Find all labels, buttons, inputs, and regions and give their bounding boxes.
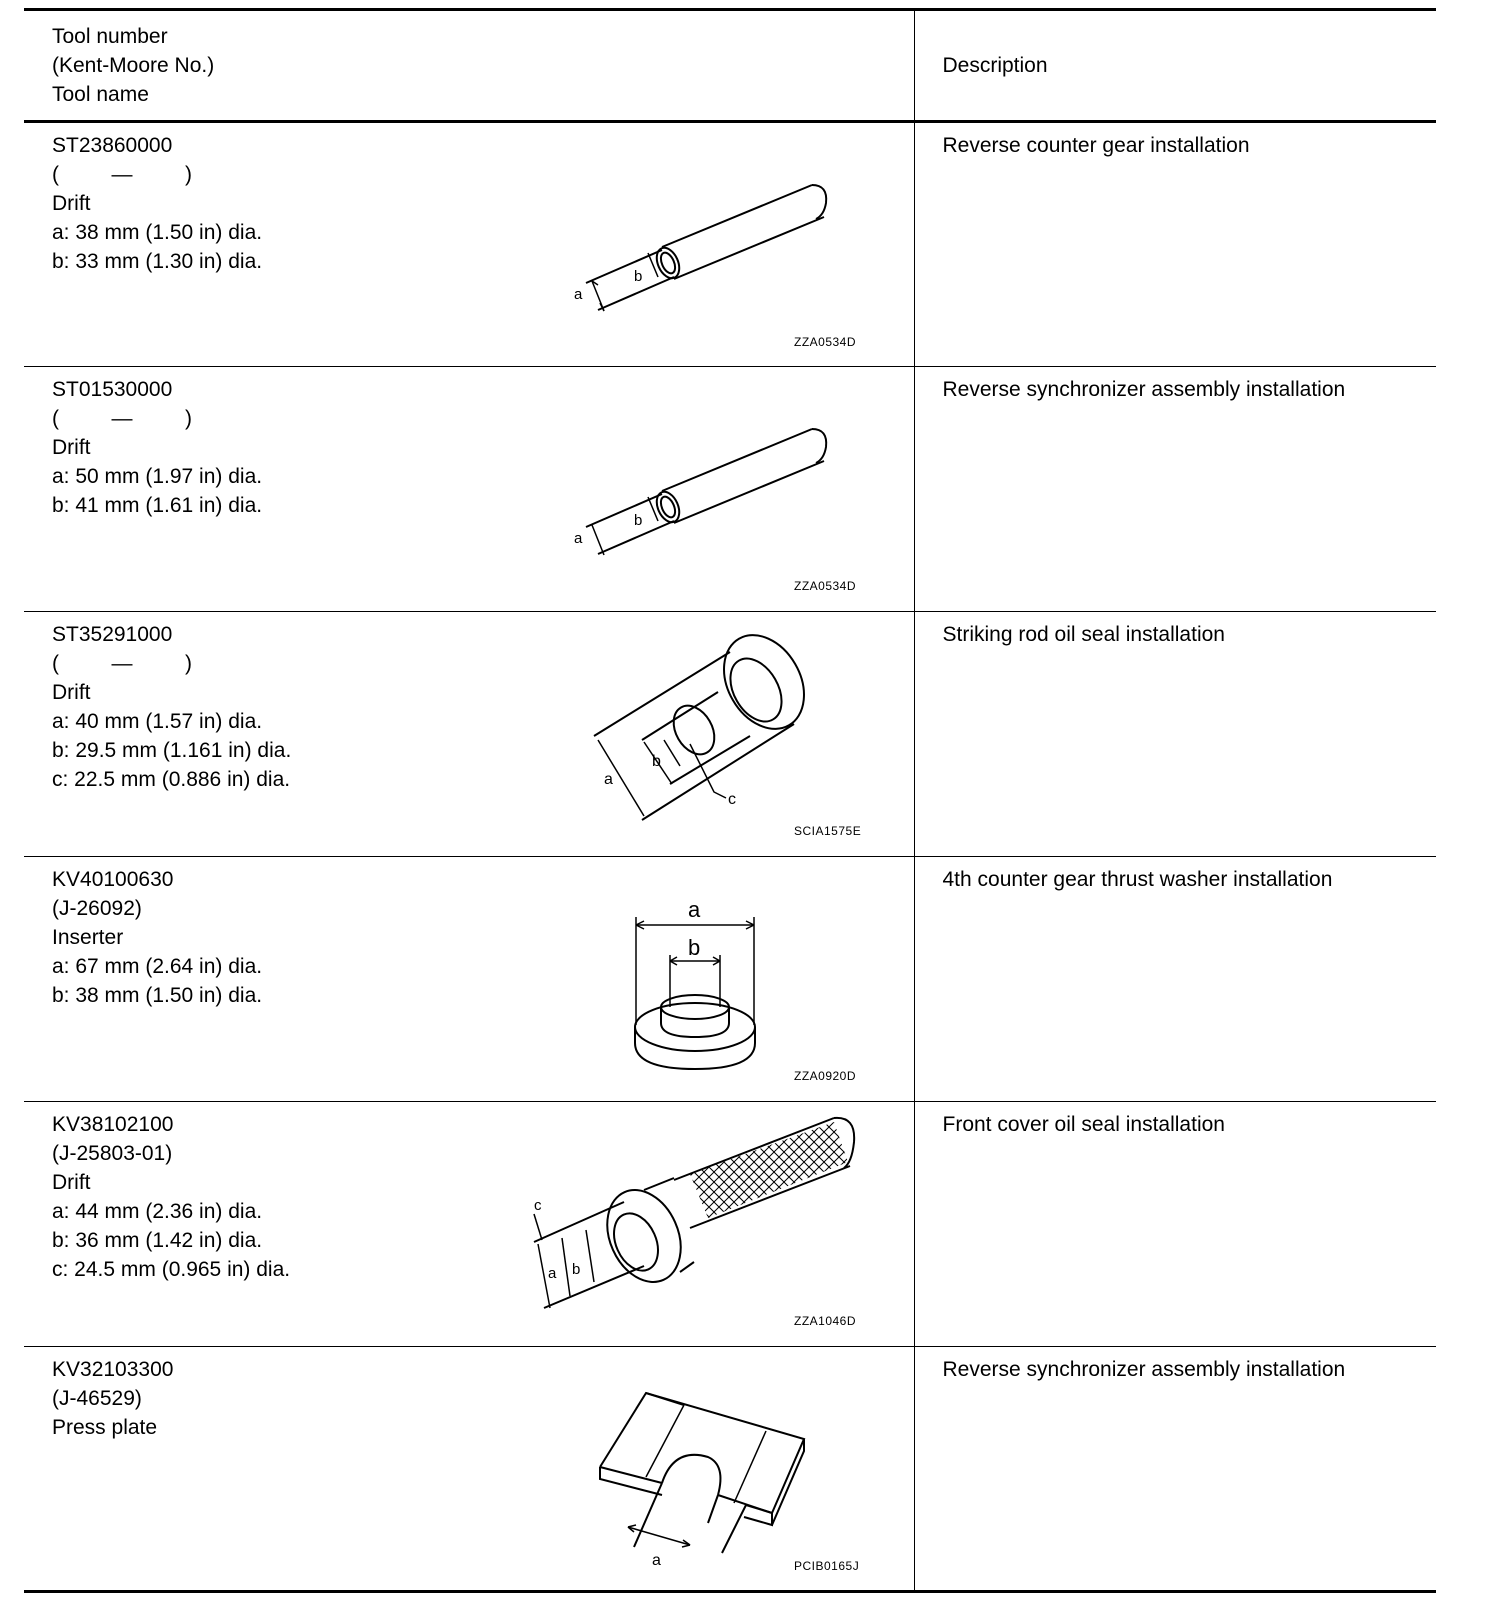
knurled-drift-icon	[494, 1102, 894, 1342]
table-row	[24, 1102, 1436, 1347]
tool-name: Press plate	[52, 1416, 158, 1439]
table-row	[24, 367, 1436, 612]
dimension-a: a: 44 mm (2.36 in) dia.	[52, 1200, 263, 1223]
tool-number: KV32103300	[52, 1358, 174, 1381]
figure-code: ZZA0534D	[794, 335, 857, 349]
tool-description: 4th counter gear thrust washer installation	[914, 857, 1436, 1102]
header-kent-moore: (Kent-Moore No.)	[52, 54, 215, 77]
header-tool-column	[24, 10, 914, 122]
dimension-b: b: 33 mm (1.30 in) dia.	[52, 250, 263, 273]
table-row	[24, 612, 1436, 857]
table-row	[24, 1347, 1436, 1592]
dimension-b: b: 38 mm (1.50 in) dia.	[52, 984, 263, 1007]
tool-description: Reverse synchronizer assembly installation	[914, 1347, 1436, 1592]
tool-description: Reverse synchronizer assembly installation	[914, 367, 1436, 612]
figure-label-c: c	[728, 791, 736, 808]
inserter-ring-icon	[494, 857, 894, 1097]
header-description: Description	[914, 10, 1436, 122]
kent-moore-number: (J-46529)	[52, 1387, 142, 1410]
table-row	[24, 122, 1436, 367]
tool-number: ST35291000	[52, 623, 173, 646]
figure-label-a: a	[604, 771, 613, 788]
header-tool-name: Tool name	[52, 83, 149, 106]
table-row	[24, 857, 1436, 1102]
figure-label-a: a	[652, 1552, 661, 1569]
dimension-b: b: 36 mm (1.42 in) dia.	[52, 1229, 263, 1252]
dimension-b: b: 41 mm (1.61 in) dia.	[52, 494, 263, 517]
tool-number: ST01530000	[52, 378, 173, 401]
figure-code: ZZA1046D	[794, 1314, 857, 1328]
figure-label-a: a	[574, 286, 583, 303]
tool-name: Drift	[52, 436, 91, 459]
figure-label-b: b	[634, 268, 643, 285]
figure-label-b: b	[634, 512, 643, 529]
press-plate-icon	[494, 1347, 894, 1587]
special-service-tools-table	[24, 8, 1436, 1593]
tool-info	[52, 1355, 173, 1442]
tool-info	[52, 865, 262, 1010]
drift-tube-icon	[494, 123, 894, 363]
figure-label-c: c	[534, 1197, 542, 1214]
figure-code: SCIA1575E	[794, 824, 862, 838]
tool-info	[52, 131, 262, 276]
tool-cell	[24, 122, 914, 367]
tool-description: Reverse counter gear installation	[914, 122, 1436, 367]
kent-moore-number: ( — )	[52, 407, 193, 430]
figure-code: ZZA0920D	[794, 1069, 857, 1083]
tool-cell	[24, 612, 914, 857]
tool-name: Drift	[52, 681, 91, 704]
tool-cell	[24, 1347, 914, 1592]
tool-description: Front cover oil seal installation	[914, 1102, 1436, 1347]
tool-info	[52, 1110, 290, 1284]
dimension-b: b: 29.5 mm (1.161 in) dia.	[52, 739, 292, 762]
header-tool-number: Tool number	[52, 25, 168, 48]
tool-name: Drift	[52, 1171, 91, 1194]
tool-description: Striking rod oil seal installation	[914, 612, 1436, 857]
tool-name: Inserter	[52, 926, 124, 949]
kent-moore-number: (J-26092)	[52, 897, 142, 920]
tool-info	[52, 375, 262, 520]
figure-code: PCIB0165J	[794, 1559, 860, 1573]
figure-label-a: a	[574, 530, 583, 547]
table-header-row	[24, 10, 1436, 122]
tool-cell	[24, 857, 914, 1102]
tool-info	[52, 620, 291, 794]
dimension-a: a: 38 mm (1.50 in) dia.	[52, 221, 263, 244]
dimension-a: a: 50 mm (1.97 in) dia.	[52, 465, 263, 488]
dimension-c: c: 22.5 mm (0.886 in) dia.	[52, 768, 291, 791]
tool-number: KV38102100	[52, 1113, 174, 1136]
drift-tube-icon	[494, 367, 894, 607]
dimension-a: a: 40 mm (1.57 in) dia.	[52, 710, 263, 733]
tool-name: Drift	[52, 192, 91, 215]
stepped-drift-icon	[494, 612, 894, 852]
figure-label-a: a	[688, 897, 701, 922]
dimension-c: c: 24.5 mm (0.965 in) dia.	[52, 1258, 291, 1281]
tool-number: KV40100630	[52, 868, 174, 891]
figure-label-a: a	[548, 1265, 557, 1282]
tool-cell	[24, 367, 914, 612]
kent-moore-number: ( — )	[52, 652, 193, 675]
tool-cell	[24, 1102, 914, 1347]
kent-moore-number: (J-25803-01)	[52, 1142, 173, 1165]
figure-label-b: b	[652, 753, 661, 770]
figure-label-b: b	[572, 1261, 581, 1278]
tool-number: ST23860000	[52, 134, 173, 157]
figure-label-b: b	[688, 935, 701, 960]
figure-code: ZZA0534D	[794, 579, 857, 593]
kent-moore-number: ( — )	[52, 163, 193, 186]
dimension-a: a: 67 mm (2.64 in) dia.	[52, 955, 263, 978]
